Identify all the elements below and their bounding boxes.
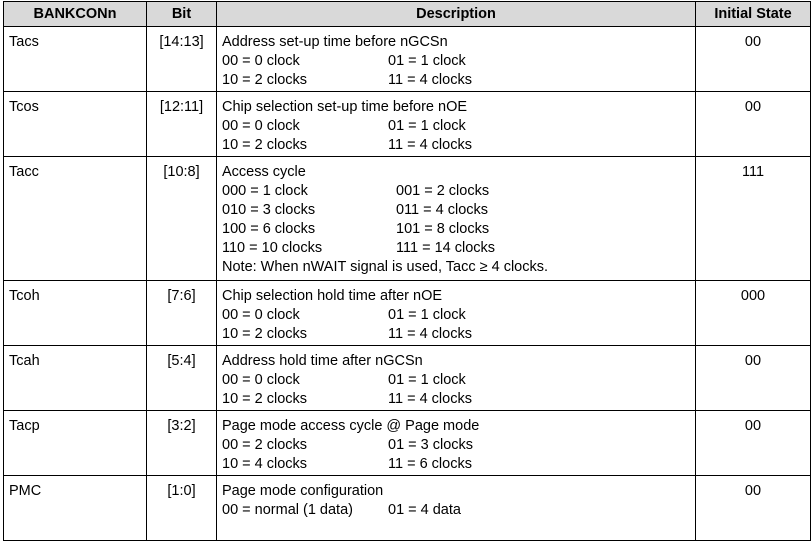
header-bit: Bit — [147, 2, 217, 27]
value-pair: 00 = 0 clock 01 = 1 clock — [222, 118, 466, 134]
value-pair: 010 = 3 clocks 011 = 4 clocks — [222, 202, 489, 218]
table-row — [4, 281, 811, 346]
header-description: Description — [217, 2, 696, 27]
bit-range: [3:2] — [147, 411, 217, 476]
description — [217, 92, 696, 157]
table-row — [4, 92, 811, 157]
value-pair: 10 = 2 clocks 11 = 4 clocks — [222, 72, 472, 88]
bit-range: [7:6] — [147, 281, 217, 346]
initial-state: 111 — [696, 157, 811, 281]
bit-range: [14:13] — [147, 27, 217, 92]
table-row — [4, 346, 811, 411]
value-pair: 000 = 1 clock 001 = 2 clocks — [222, 183, 490, 199]
description-note: Note: When nWAIT signal is used, Tacc ≥ 4 clocks. — [222, 259, 549, 275]
description — [217, 281, 696, 346]
table-row — [4, 27, 811, 92]
header-bankconn: BANKCONn — [4, 2, 147, 27]
description-title: Chip selection set-up time before nOE — [222, 99, 468, 115]
bit-range: [10:8] — [147, 157, 217, 281]
field-name: Tacs — [4, 27, 147, 92]
description — [217, 346, 696, 411]
bit-range: [1:0] — [147, 476, 217, 541]
value-pair: 10 = 2 clocks 11 = 4 clocks — [222, 326, 472, 342]
value-pair: 00 = 0 clock 01 = 1 clock — [222, 372, 466, 388]
initial-state: 00 — [696, 476, 811, 541]
value-pair: 00 = normal (1 data) 01 = 4 data — [222, 502, 461, 518]
bankcon-register-table — [3, 1, 811, 541]
value-pair: 10 = 4 clocks 11 = 6 clocks — [222, 456, 472, 472]
value-pair: 00 = 0 clock 01 = 1 clock — [222, 307, 466, 323]
field-name: Tcoh — [4, 281, 147, 346]
field-name: Tacp — [4, 411, 147, 476]
description — [217, 476, 696, 541]
description — [217, 411, 696, 476]
description-title: Chip selection hold time after nOE — [222, 288, 443, 304]
description-title: Address hold time after nGCSn — [222, 353, 423, 369]
initial-state: 00 — [696, 411, 811, 476]
initial-state: 00 — [696, 27, 811, 92]
value-pair: 10 = 2 clocks 11 = 4 clocks — [222, 391, 472, 407]
bit-range: [5:4] — [147, 346, 217, 411]
value-pair: 00 = 0 clock 01 = 1 clock — [222, 53, 466, 69]
description-title: Page mode access cycle @ Page mode — [222, 418, 480, 434]
value-pair: 00 = 2 clocks 01 = 3 clocks — [222, 437, 474, 453]
field-name: Tcos — [4, 92, 147, 157]
value-pair: 110 = 10 clocks 111 = 14 clocks — [222, 240, 496, 256]
initial-state: 00 — [696, 346, 811, 411]
header-initial-state: Initial State — [696, 2, 811, 27]
value-pair: 10 = 2 clocks 11 = 4 clocks — [222, 137, 472, 153]
description-title: Access cycle — [222, 164, 306, 180]
description — [217, 157, 696, 281]
header-row — [4, 2, 811, 27]
table-row — [4, 411, 811, 476]
field-name: PMC — [4, 476, 147, 541]
table-row — [4, 157, 811, 281]
table-row — [4, 476, 811, 541]
description-title: Address set-up time before nGCSn — [222, 34, 448, 50]
initial-state: 000 — [696, 281, 811, 346]
value-pair: 100 = 6 clocks 101 = 8 clocks — [222, 221, 490, 237]
field-name: Tacc — [4, 157, 147, 281]
initial-state: 00 — [696, 92, 811, 157]
field-name: Tcah — [4, 346, 147, 411]
description-title: Page mode configuration — [222, 483, 384, 499]
description — [217, 27, 696, 92]
bit-range: [12:11] — [147, 92, 217, 157]
